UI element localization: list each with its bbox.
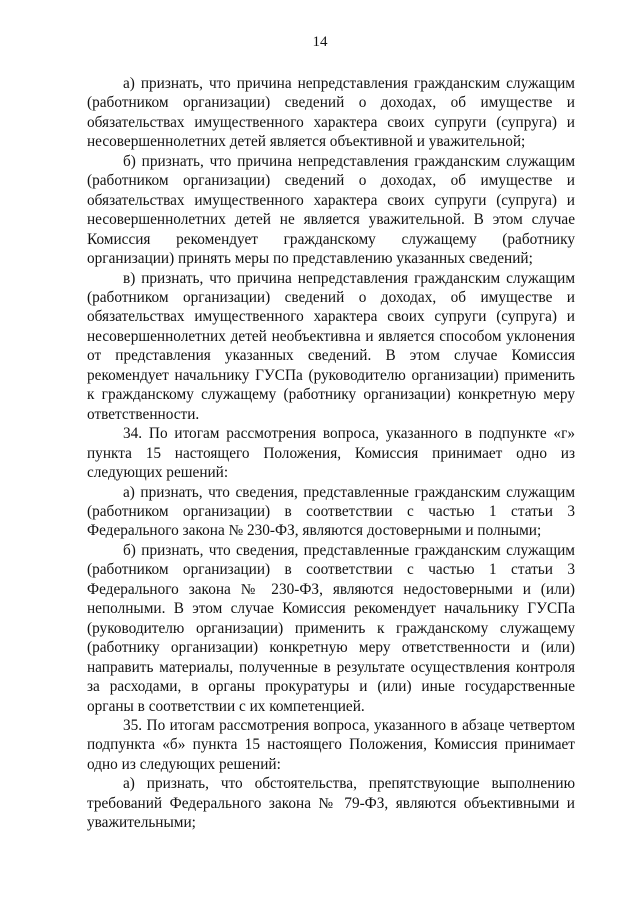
page-number: 14 xyxy=(312,34,328,50)
paragraph-34: 34. По итогам рассмотрения вопроса, указанного в подпункте «г» пункта 15 настоящего Положения, Комиссия принимает одно из следующих решений: xyxy=(87,425,575,482)
paragraph-34-a: а) признать, что сведения, представленные гражданским служащим (работником организации) в соответствии с частью 1 статьи 3 Федерального закона № 230-ФЗ, являются достоверными и полными; xyxy=(87,483,575,540)
paragraph-35-a: а) признать, что обстоятельства, препятствующие выполнению требований Федерального закона № 79-ФЗ, являются объективными и уважительными; xyxy=(87,775,575,832)
paragraph-34-b: б) признать, что сведения, представленные гражданским служащим (работником организации) в соответствии с частью 1 статьи 3 Федерального закона № 230-ФЗ, являются недостоверными и (или) неполными. В этом случае Комиссия рекомендует начальнику ГУСПа (руководителю организации) применить к гражданскому служащему (работнику организации) конкретную меру ответственности и (или) направить материалы, полученные в результате осуществления контроля за расходами, в органы прокуратуры и (или) иные государственные органы в соответствии с их компетенцией. xyxy=(87,541,575,715)
paragraph-33-b: б) признать, что причина непредставления гражданским служащим (работником организации) сведений о доходах, об имуществе и обязательствах имущественного характера своих супруги (супруга) и несовершеннолетних детей не является уважительной. В этом случае Комиссия рекомендует гражданскому служащему (работнику организации) принять меры по представлению указанных сведений; xyxy=(87,152,575,268)
body-text xyxy=(87,74,575,833)
paragraph-33-a: а) признать, что причина непредставления гражданским служащим (работником организации) сведений о доходах, об имуществе и обязательствах имущественного характера своих супруги (супруга) и несовершеннолетних детей является объективной и уважительной; xyxy=(87,75,575,151)
paragraph-35: 35. По итогам рассмотрения вопроса, указанного в абзаце четвертом подпункта «б» пункта 15 настоящего Положения, Комиссия принимает одно из следующих решений: xyxy=(87,716,575,773)
paragraph-33-v: в) признать, что причина непредставления гражданским служащим (работником организации) сведений о доходах, об имуществе и обязательствах имущественного характера своих супруги (супруга) и несовершеннолетних детей необъективна и является способом уклонения от представления указанных сведений. В этом случае Комиссия рекомендует начальнику ГУСПа (руководителю организации) применить к гражданскому служащему (работнику организации) конкретную меру ответственности. xyxy=(87,269,575,423)
